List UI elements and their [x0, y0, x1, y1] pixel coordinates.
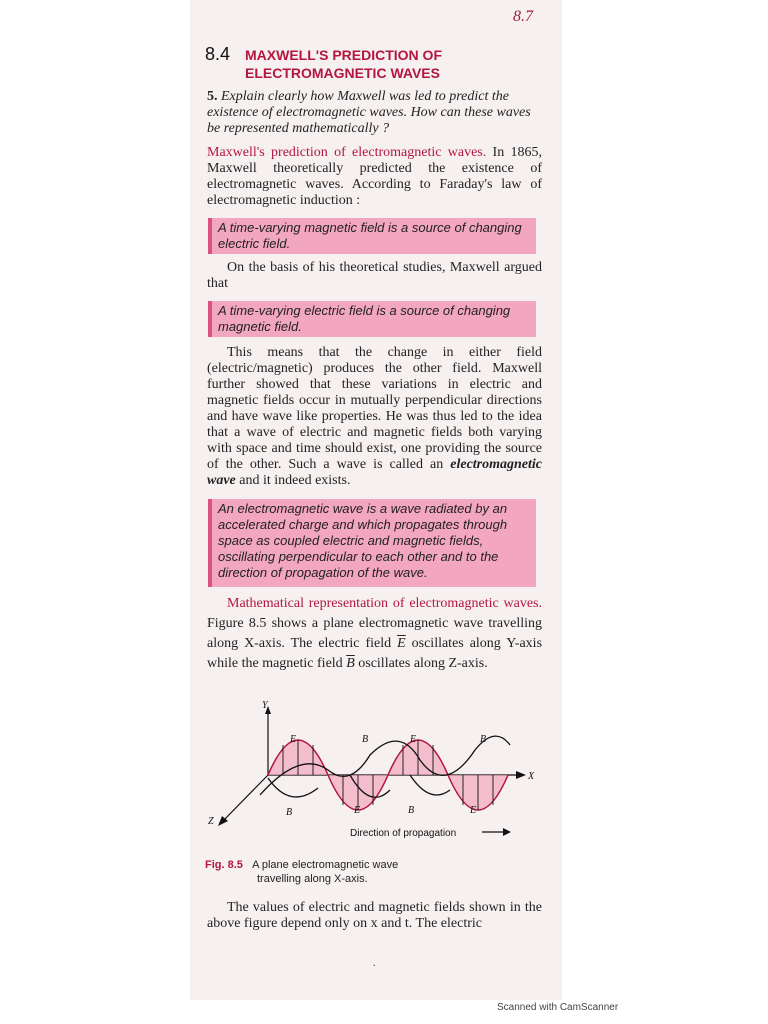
bottom-label-2: E: [354, 805, 361, 816]
section-number: 8.4: [205, 44, 231, 64]
direction-arrow-head: [503, 828, 511, 836]
paragraph-text-after: and it indeed exists.: [239, 473, 351, 488]
paragraph-text-3: oscillates along Z-axis.: [358, 656, 488, 671]
section-title-line2: ELECTROMAGNETIC WAVES: [245, 65, 440, 81]
bottom-label-1: B: [286, 807, 293, 818]
page-number: 8.7: [513, 8, 533, 25]
section-title: [245, 46, 485, 82]
electric-field-wave: [268, 740, 508, 810]
question-text: Explain clearly how Maxwell was led to predict the existence of electromagnetic waves. How can these waves be represented mathematically ?: [207, 89, 531, 136]
paragraph-field-values: The values of electric and magnetic fields shown in the above figure depend only on x and t. The electric: [207, 900, 542, 931]
top-label-3: E: [410, 734, 417, 745]
question: [207, 89, 542, 137]
paragraph-maxwell-argued: On the basis of his theoretical studies, Maxwell argued that: [207, 260, 542, 291]
figure-caption: [205, 858, 398, 886]
highlight-box-faraday: A time-varying magnetic field is a source of changing electric field.: [208, 218, 536, 254]
paragraph-math-representation: [207, 594, 542, 674]
question-number: 5.: [207, 89, 218, 104]
em-wave-figure: [200, 700, 550, 850]
paragraph-text: In 1865, Maxwell theoretically predicted the existence of electromagnetic waves. According to Faraday's law of electromagnetic induction :: [207, 145, 542, 208]
paragraph-maxwell-prediction: [207, 145, 542, 209]
top-label-4: B: [480, 734, 487, 745]
bottom-label-4: E: [470, 805, 477, 816]
scanner-watermark: Scanned with CamScanner: [497, 1002, 619, 1013]
magnetic-field-symbol: $\overline{B}$: [346, 656, 355, 671]
paragraph-text-1: Figure 8.5 shows a plane electromagnetic wave travelling along X-axis. The electric field: [207, 616, 542, 651]
em-wave-term: electromagnetic wave: [207, 457, 543, 488]
top-label-1: E: [290, 734, 297, 745]
axis-label-x: X: [528, 771, 535, 782]
figure-caption-line2: travelling along X-axis.: [257, 873, 368, 885]
z-axis: [222, 775, 268, 822]
top-label-2: B: [362, 734, 369, 745]
paragraph-em-wave: [207, 345, 542, 489]
figure-caption-line1: A plane electromagnetic wave: [252, 859, 399, 871]
axis-label-y: Y: [262, 700, 268, 711]
bottom-label-3: B: [408, 805, 415, 816]
electric-field-symbol: $\overline{E}$: [397, 636, 406, 651]
paragraph-text-2: oscillates along Y-axis while the magnetic field: [207, 636, 543, 671]
highlight-box-maxwell: A time-varying electric field is a source of changing magnetic field.: [208, 301, 536, 337]
highlight-box-definition: An electromagnetic wave is a wave radiated by an accelerated charge and which propagates through space as coupled electric and magnetic fields, oscillating perpendicular to each other and to the direction of propagation of the wave.: [208, 499, 536, 587]
section-title-line1: MAXWELL'S PREDICTION OF: [245, 47, 442, 63]
paragraph-heading: Mathematical representation of electromagnetic waves.: [227, 596, 542, 611]
paragraph-text-before: This means that the change in either field (electric/magnetic) produces the other field. Maxwell further showed that these variations in electric and magnetic fields occur in mutually perpendicular directions and have wave like properties. He was thus led to the idea that a wave of electric and magnetic fields both varying with space and time should exist, one providing the source of the other. Such a wave is called an: [207, 345, 542, 472]
axis-label-z: Z: [208, 816, 214, 827]
direction-label: Direction of propagation: [350, 828, 457, 839]
paragraph-heading: Maxwell's prediction of electromagnetic waves.: [207, 145, 487, 160]
figure-caption-label: Fig. 8.5: [205, 859, 243, 871]
x-axis-arrow: [516, 771, 526, 779]
footer-dot: .: [373, 958, 376, 969]
